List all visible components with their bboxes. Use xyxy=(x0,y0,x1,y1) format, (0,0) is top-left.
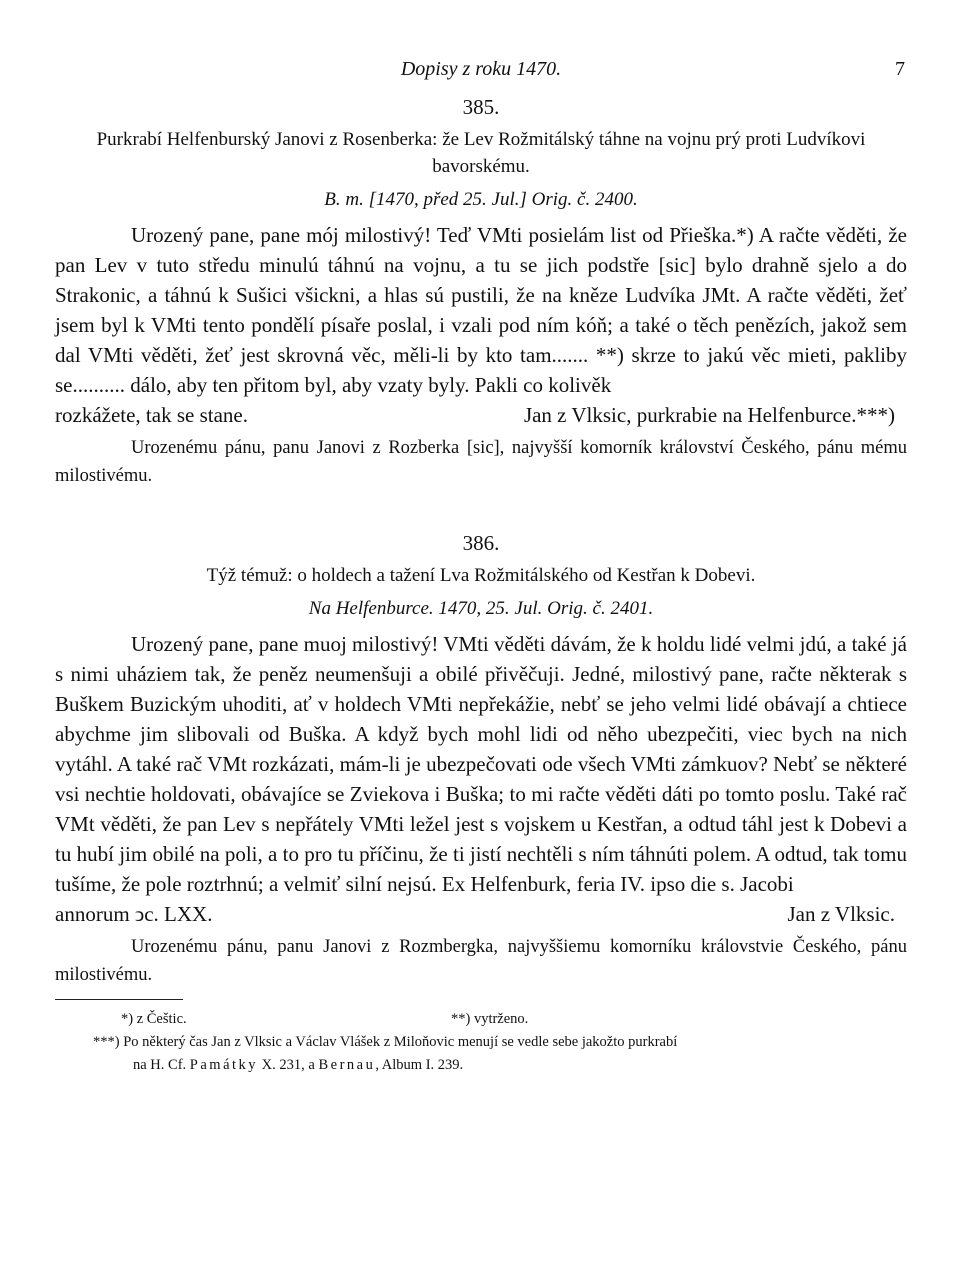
letter-text: Urozený pane, pane muoj milostivý! VMti věděti dávám, že k holdu lidé velmi jdú, a také já s nimi uháziem tak, že peněz neumenšuji a obilé přivěčuji. Jedné, milostivý pane, račte některak s Buškem Buzickým uhoditi, ať v holdech VMti nepřekážie, nebť se jeho velmi lidé obávají a chtiece abychme jim slibovali od Buška. A když bych mohl lidi od něho ubezpečiti, viec bych na nich vytáhl. A také rač VMt rozkázati, mám-li je ubezpečovati ode všech VMti zámkuov? Nebť se některé vsi nechtie holdovati, obávajíce se Zviekova i Buška; to mi račte věděti dáti po tomto poslu. Také rač VMt věděti, že pan Lev s nepřátely VMti ležel jest s vojskem u Kestřan, a odtud táhl jest k Dobevi a tu hubí jim obilé na poli, a to pro tu příčinu, že ti jistí nechtěli s ním táhnúti polem. A odtud, tak tomu tušíme, že pole roztrhnú; a velmiť silní nejsú. Ex Helfenburk, feria IV. ipso die s. Jacobi xyxy=(55,632,907,896)
footnote-rule xyxy=(55,999,183,1000)
letter-closing-row xyxy=(55,899,907,929)
footnote-1: *) z Češtic. xyxy=(121,1011,187,1027)
footnote-2: **) vytrženo. xyxy=(451,1011,529,1027)
footnote-3-line-2 xyxy=(93,1054,907,1077)
document-385 xyxy=(55,94,907,490)
document-summary: Týž témuž: o holdech a tažení Lva Rožmitálského od Kestřan k Dobevi. xyxy=(206,565,756,586)
letter-signature: Jan z Vlksic, purkrabie na Helfenburce.***) xyxy=(523,403,895,427)
footnote-3-text-a: na H. Cf. xyxy=(133,1057,190,1073)
letter-closing: annorum ↄc. LXX. xyxy=(55,902,213,926)
footnote-3-text-c: X. 231, a xyxy=(258,1057,319,1073)
document-number: 386. xyxy=(462,531,500,555)
document-summary: Purkrabí Helfenburský Janovi z Rosenberka: že Lev Rožmitálský táhne na vojnu prý proti Ludvíkovi bavorskému. xyxy=(96,129,866,177)
running-title: Dopisy z roku 1470. xyxy=(400,58,562,80)
letter-signature: Jan z Vlksic. xyxy=(787,902,895,926)
document-number: 385. xyxy=(462,95,500,119)
letter-address: Urozenému pánu, panu Janovi z Rozberka [sic], najvyšší komorník království Českého, pánu mému milostivému. xyxy=(55,438,907,486)
page-number: 7 xyxy=(895,58,905,80)
footnote-3 xyxy=(55,1031,907,1077)
footnote-3-reference-pamatky: Památky xyxy=(189,1057,259,1073)
letter-closing-row xyxy=(55,400,907,430)
footnote-3-text-e: , Album I. 239. xyxy=(375,1057,464,1073)
letter-text: Urozený pane, pane mój milostivý! Teď VMti posielám list od Přieška.*) A račte věděti, že pan Lev v tuto středu minulú táhnú na vojnu, a tu se jich podstře [sic] bylo drahně sjelo a do Strakonic, a táhnú k Sušici všickni, a hlas sú pustili, že na kněze Ludvíka JMt. A račte věděti, žeť jsem byl k VMti tento pondělí písaře poslal, i vzali pod ním kóň; a také o těch penězích, jakož sem dal VMti věděti, žeť jest skrovná věc, měli-li by kto tam....... **) skrze to jakú věc mieti, pakliby se.......... dálo, aby ten přitom byl, aby vzaty byly. Pakli co kolivěk xyxy=(55,223,907,397)
section-gap xyxy=(55,490,907,530)
footnote-3-line-1: ***) Po některý čas Jan z Vlksic a Václav Vlášek z Miloňovic menují se vedle sebe jakožto purkrabí xyxy=(93,1034,678,1050)
footnote-3-reference-bernau: Bernau xyxy=(318,1057,376,1073)
letter-closing: rozkážete, tak se stane. xyxy=(55,403,248,427)
document-386 xyxy=(55,530,907,989)
letter-address: Urozenému pánu, panu Janovi z Rozmbergka, najvyššiemu komorníku královstvie Českého, pánu milostivému. xyxy=(55,937,907,985)
document-source: Na Helfenburce. 1470, 25. Jul. Orig. č. 2401. xyxy=(308,598,654,619)
footnote-row xyxy=(55,1008,907,1031)
document-source: B. m. [1470, před 25. Jul.] Orig. č. 2400. xyxy=(324,189,638,210)
page xyxy=(55,58,907,1077)
running-head xyxy=(55,58,907,94)
footnotes xyxy=(55,1008,907,1077)
